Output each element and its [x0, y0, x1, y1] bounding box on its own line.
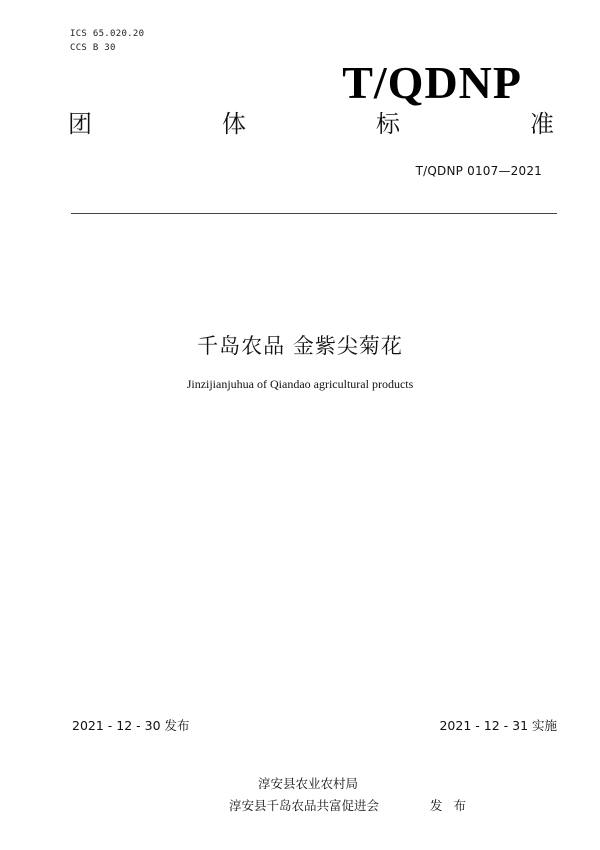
implementation-date: 2021 - 12 - 31 实施 [439, 718, 557, 733]
publish-label: 发布 [430, 798, 478, 813]
standard-type-heading [68, 112, 554, 136]
document-title-cn: 千岛农品 金紫尖菊花 [197, 334, 403, 358]
issue-date: 2021 - 12 - 30 发布 [72, 718, 190, 733]
standard-type-char: 体 [222, 110, 246, 138]
publisher-line-1: 淳安县农业农村局 [258, 776, 359, 791]
document-title-en: Jinzijianjuhua of Qiandao agricultural products [186, 377, 414, 391]
standard-number: T/QDNP 0107—2021 [415, 164, 542, 178]
standard-type-char: 标 [376, 110, 400, 138]
ics-code: ICS 65.020.20 [70, 29, 145, 39]
standard-type-char: 准 [530, 110, 554, 138]
standard-code-heading: T/QDNP [342, 57, 522, 108]
standard-type-char: 团 [68, 110, 92, 138]
publisher-line-2: 淳安县千岛农品共富促进会 [229, 798, 380, 813]
header-divider [71, 213, 557, 214]
ccs-code: CCS B 30 [70, 43, 116, 53]
